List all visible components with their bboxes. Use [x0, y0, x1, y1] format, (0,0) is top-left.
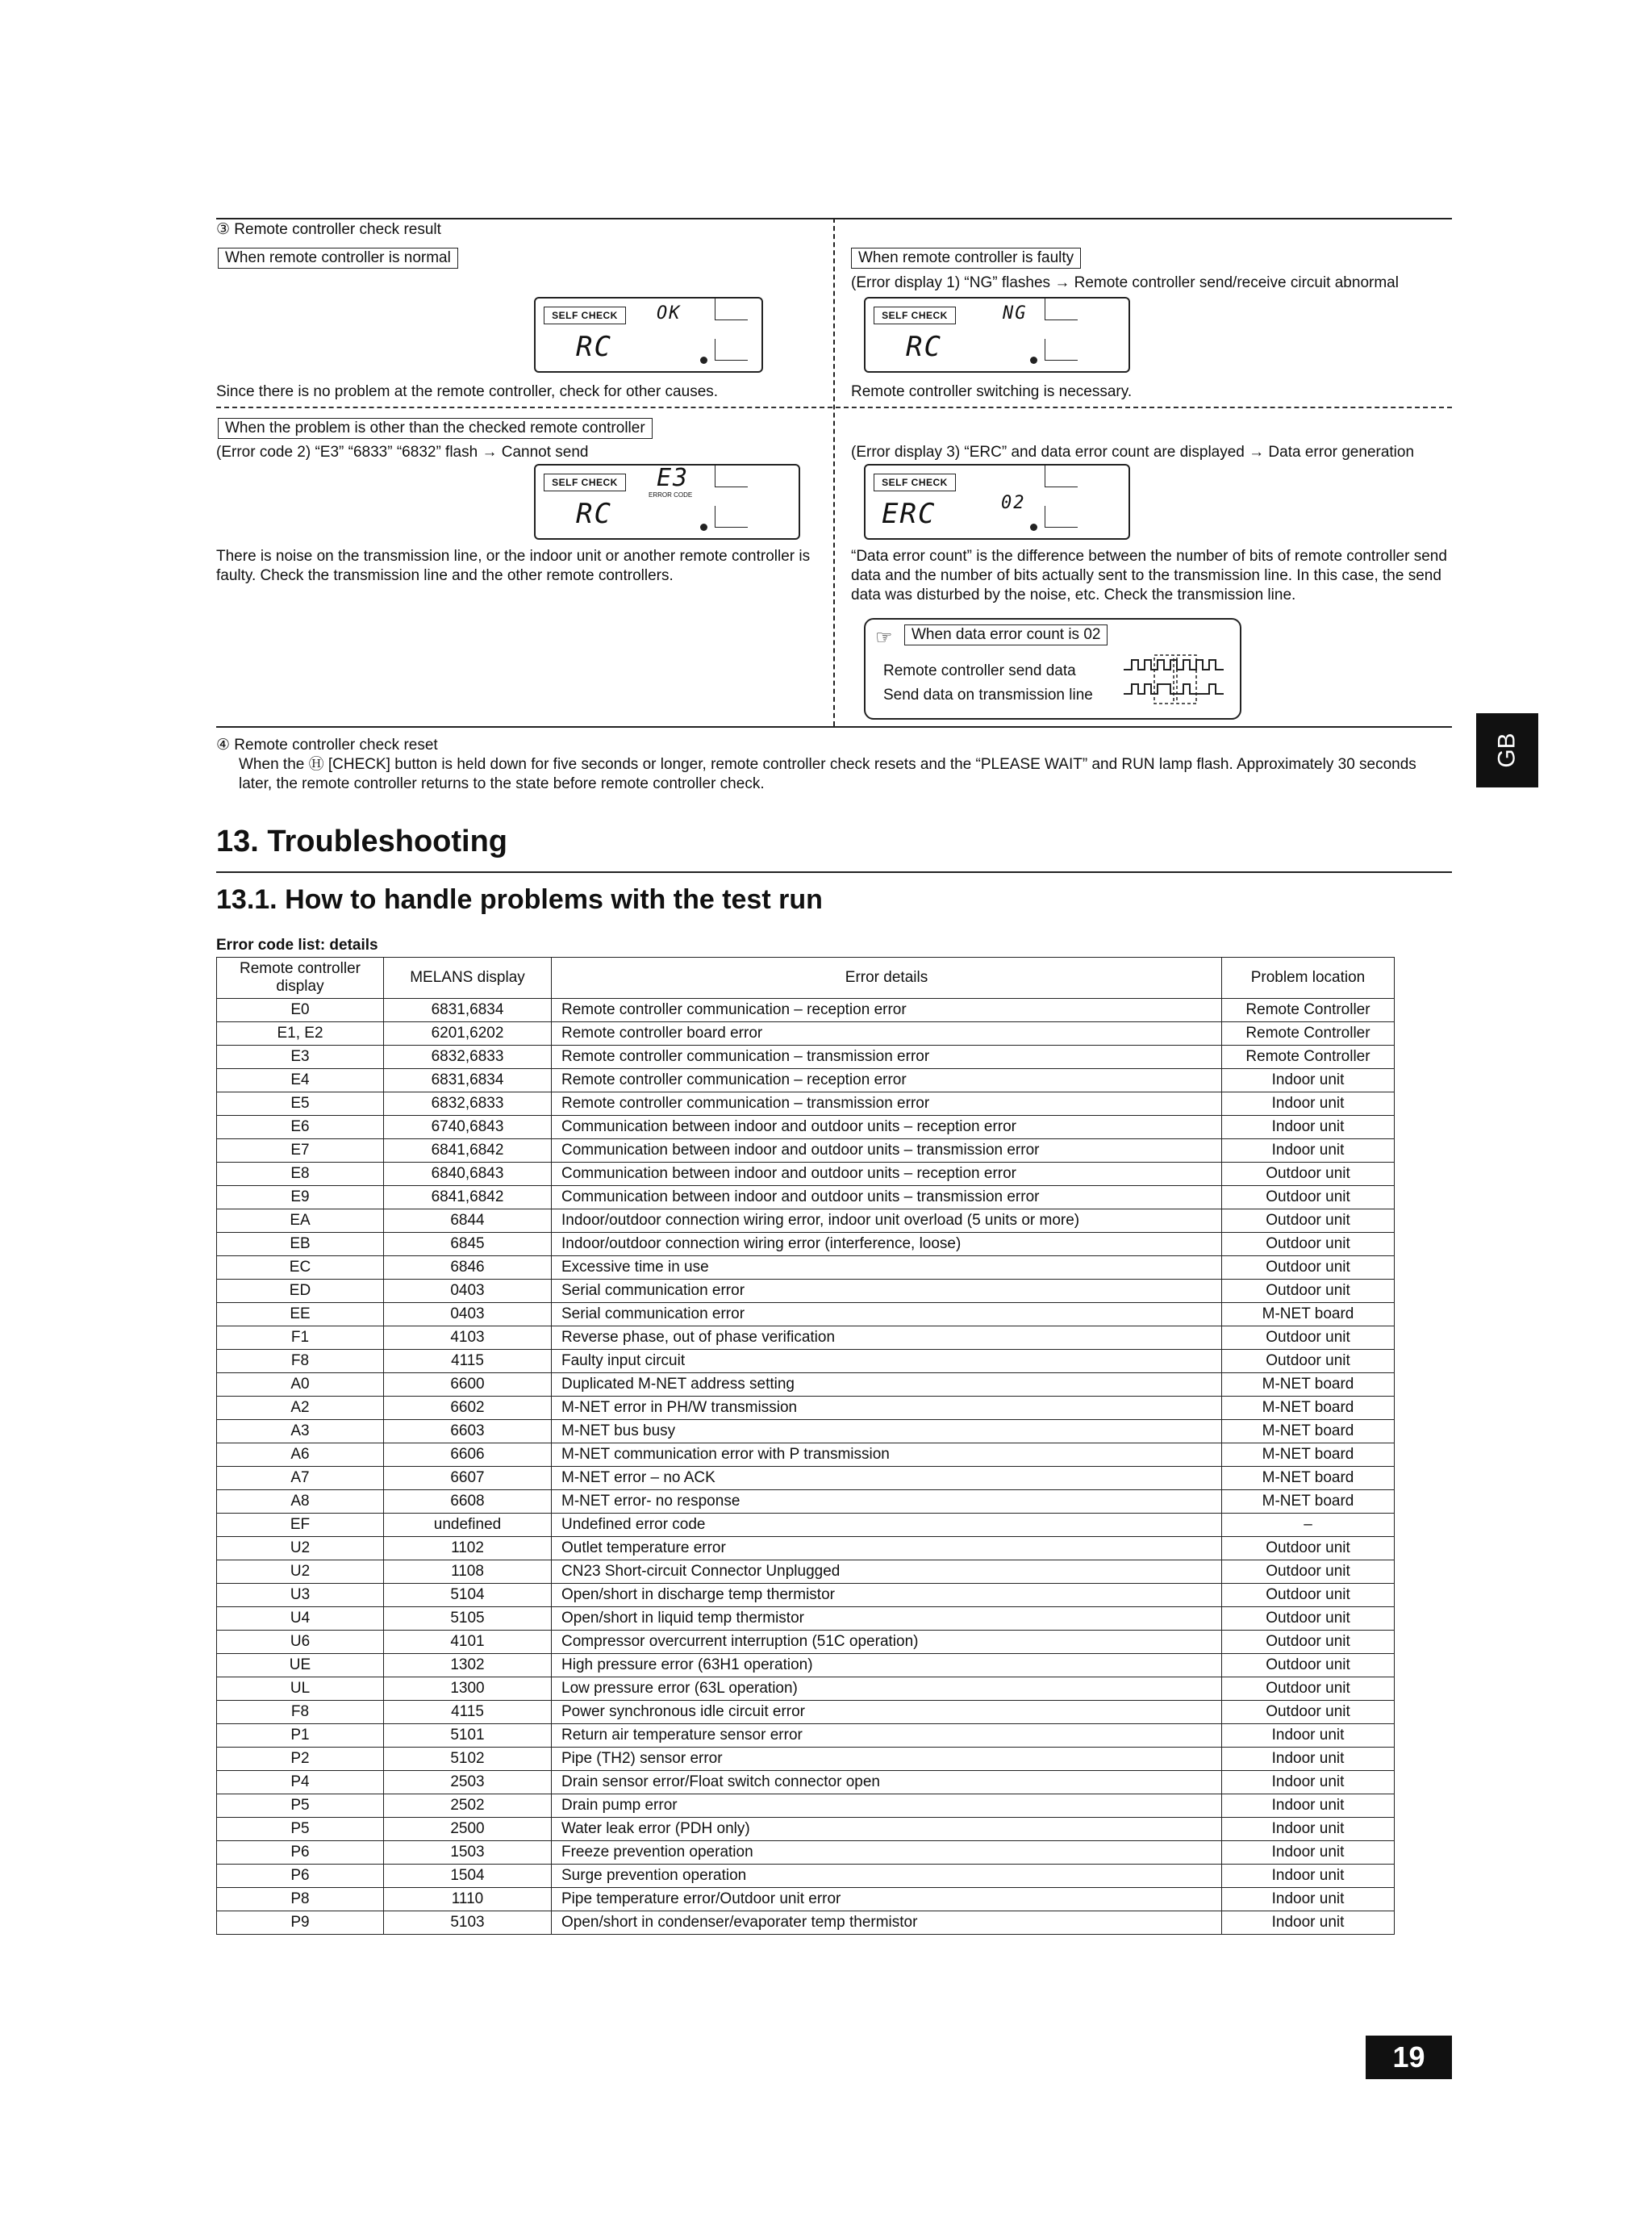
- lcd-faulty: [864, 297, 1130, 373]
- cell-remote-display: U4: [217, 1607, 384, 1631]
- cell-problem-location: Remote Controller: [1222, 1022, 1395, 1046]
- table-row: [217, 1163, 1395, 1186]
- cell-melans-display: 2500: [384, 1818, 552, 1841]
- cell-error-details: Serial communication error: [552, 1303, 1222, 1326]
- cell-error-details: Reverse phase, out of phase verification: [552, 1326, 1222, 1350]
- cell-error-details: Communication between indoor and outdoor units – reception error: [552, 1163, 1222, 1186]
- cell-remote-display: F8: [217, 1701, 384, 1724]
- data-error-example: [864, 618, 1241, 720]
- header-error-details: Error details: [552, 958, 1222, 999]
- cell-error-details: Pipe (TH2) sensor error: [552, 1748, 1222, 1771]
- cell-error-details: Drain sensor error/Float switch connector open: [552, 1771, 1222, 1794]
- table-row: [217, 1537, 1395, 1560]
- cell-remote-display: EA: [217, 1209, 384, 1233]
- cell-problem-location: Outdoor unit: [1222, 1537, 1395, 1560]
- header-remote-display: Remote controller display: [217, 958, 384, 999]
- cell-error-details: M-NET communication error with P transmission: [552, 1443, 1222, 1467]
- cell-problem-location: M-NET board: [1222, 1397, 1395, 1420]
- faulty-note: Remote controller switching is necessary.: [851, 383, 1133, 400]
- cell-problem-location: Outdoor unit: [1222, 1560, 1395, 1584]
- cell-melans-display: 6841,6842: [384, 1139, 552, 1163]
- cell-remote-display: E4: [217, 1069, 384, 1092]
- table-row: [217, 1654, 1395, 1677]
- cell-problem-location: Indoor unit: [1222, 1888, 1395, 1911]
- cell-problem-location: Indoor unit: [1222, 1724, 1395, 1748]
- cell-melans-display: 6841,6842: [384, 1186, 552, 1209]
- cell-remote-display: F8: [217, 1350, 384, 1373]
- cell-problem-location: Outdoor unit: [1222, 1163, 1395, 1186]
- table-row: [217, 1186, 1395, 1209]
- cell-error-details: Communication between indoor and outdoor units – reception error: [552, 1116, 1222, 1139]
- cell-error-details: Surge prevention operation: [552, 1865, 1222, 1888]
- cell-melans-display: 6832,6833: [384, 1046, 552, 1069]
- cell-melans-display: 6846: [384, 1256, 552, 1280]
- cell-remote-display: E1, E2: [217, 1022, 384, 1046]
- error-code-2: (Error code 2) “E3” “6833” “6832” flash → Cannot send: [216, 444, 589, 461]
- cell-error-details: Power synchronous idle circuit error: [552, 1701, 1222, 1724]
- cell-error-details: Open/short in discharge temp thermistor: [552, 1584, 1222, 1607]
- cell-remote-display: A3: [217, 1420, 384, 1443]
- cell-problem-location: Indoor unit: [1222, 1069, 1395, 1092]
- cell-problem-location: M-NET board: [1222, 1303, 1395, 1326]
- table-row: [217, 999, 1395, 1022]
- table-row: [217, 1888, 1395, 1911]
- cell-error-details: Compressor overcurrent interruption (51C operation): [552, 1631, 1222, 1654]
- section-rule: [216, 871, 1452, 873]
- cell-error-details: Pipe temperature error/Outdoor unit error: [552, 1888, 1222, 1911]
- lcd-dot: [700, 357, 707, 364]
- table-row: [217, 1069, 1395, 1092]
- table-row: [217, 1397, 1395, 1420]
- cell-error-details: Remote controller communication – reception error: [552, 999, 1222, 1022]
- cell-melans-display: 1300: [384, 1677, 552, 1701]
- cell-problem-location: Outdoor unit: [1222, 1186, 1395, 1209]
- cell-problem-location: –: [1222, 1514, 1395, 1537]
- cell-remote-display: E9: [217, 1186, 384, 1209]
- error-display-3: (Error display 3) “ERC” and data error count are displayed → Data error generation: [851, 444, 1415, 461]
- table-row: [217, 1865, 1395, 1888]
- table-row: [217, 1046, 1395, 1069]
- table-row: [217, 1607, 1395, 1631]
- cell-remote-display: P1: [217, 1724, 384, 1748]
- cell-remote-display: P6: [217, 1865, 384, 1888]
- lcd-erc: [864, 464, 1130, 540]
- cell-melans-display: 6845: [384, 1233, 552, 1256]
- cell-problem-location: M-NET board: [1222, 1443, 1395, 1467]
- cell-problem-location: Outdoor unit: [1222, 1631, 1395, 1654]
- table-row: [217, 1209, 1395, 1233]
- table-row: [217, 1139, 1395, 1163]
- cell-problem-location: Outdoor unit: [1222, 1280, 1395, 1303]
- cell-problem-location: Remote Controller: [1222, 1046, 1395, 1069]
- cell-remote-display: E3: [217, 1046, 384, 1069]
- cell-problem-location: Outdoor unit: [1222, 1256, 1395, 1280]
- example-label: When data error count is 02: [904, 624, 1108, 645]
- cell-remote-display: EB: [217, 1233, 384, 1256]
- lcd-rc-text: RC: [576, 331, 612, 363]
- normal-label: When remote controller is normal: [218, 248, 458, 269]
- pulse-waveform-diagram: [1124, 652, 1229, 708]
- cell-error-details: Remote controller board error: [552, 1022, 1222, 1046]
- cell-melans-display: undefined: [384, 1514, 552, 1537]
- cell-melans-display: 6608: [384, 1490, 552, 1514]
- cell-error-details: Drain pump error: [552, 1794, 1222, 1818]
- cell-problem-location: M-NET board: [1222, 1373, 1395, 1397]
- faulty-label: When remote controller is faulty: [851, 248, 1081, 269]
- table-row: [217, 1326, 1395, 1350]
- cell-remote-display: EC: [217, 1256, 384, 1280]
- cell-problem-location: Outdoor unit: [1222, 1326, 1395, 1350]
- table-row: [217, 1256, 1395, 1280]
- cell-remote-display: ED: [217, 1280, 384, 1303]
- cell-melans-display: 1110: [384, 1888, 552, 1911]
- cell-problem-location: Outdoor unit: [1222, 1607, 1395, 1631]
- cell-error-details: Return air temperature sensor error: [552, 1724, 1222, 1748]
- table-row: [217, 1818, 1395, 1841]
- lcd-rc-text: RC: [906, 331, 942, 363]
- lcd-dot: [1030, 524, 1037, 531]
- cell-error-details: Open/short in liquid temp thermistor: [552, 1607, 1222, 1631]
- cell-melans-display: 6603: [384, 1420, 552, 1443]
- send-data-label: Remote controller send data: [883, 662, 1076, 679]
- cell-remote-display: P4: [217, 1771, 384, 1794]
- cell-remote-display: A8: [217, 1490, 384, 1514]
- table-row: [217, 1092, 1395, 1116]
- cell-melans-display: 1503: [384, 1841, 552, 1865]
- cell-problem-location: Outdoor unit: [1222, 1654, 1395, 1677]
- bottom-rule: [216, 726, 1452, 728]
- lcd-side-segment: [715, 466, 748, 487]
- lcd-e3: [534, 464, 800, 540]
- cell-melans-display: 2503: [384, 1771, 552, 1794]
- cell-remote-display: A0: [217, 1373, 384, 1397]
- self-check-badge: SELF CHECK: [874, 474, 956, 491]
- cell-problem-location: Outdoor unit: [1222, 1209, 1395, 1233]
- lcd-count-text: 02: [1001, 493, 1026, 513]
- table-row: [217, 1443, 1395, 1467]
- cell-problem-location: Outdoor unit: [1222, 1677, 1395, 1701]
- table-row: [217, 1677, 1395, 1701]
- lcd-side-segment: [1045, 466, 1078, 487]
- cell-error-details: M-NET bus busy: [552, 1420, 1222, 1443]
- cell-error-details: CN23 Short-circuit Connector Unplugged: [552, 1560, 1222, 1584]
- cell-melans-display: 4115: [384, 1701, 552, 1724]
- lcd-dot: [700, 524, 707, 531]
- cell-melans-display: 6844: [384, 1209, 552, 1233]
- cell-remote-display: P8: [217, 1888, 384, 1911]
- lcd-e3-text: E3: [657, 464, 690, 492]
- data-error-note: “Data error count” is the difference between the number of bits of remote controller send data and the number of bits actually sent to the transmission line. In this case, the send data was disturbed by the noise, etc. Check the transmission line.: [851, 548, 1447, 603]
- other-note: There is noise on the transmission line, or the indoor unit or another remote controller is faulty. Check the transmission line and the other remote controllers.: [216, 548, 811, 584]
- cell-error-details: Low pressure error (63L operation): [552, 1677, 1222, 1701]
- table-row: [217, 1724, 1395, 1748]
- cell-remote-display: UE: [217, 1654, 384, 1677]
- cell-melans-display: 0403: [384, 1303, 552, 1326]
- cell-remote-display: U2: [217, 1560, 384, 1584]
- cell-remote-display: U2: [217, 1537, 384, 1560]
- language-tab-label: GB: [1493, 733, 1521, 768]
- cell-problem-location: M-NET board: [1222, 1420, 1395, 1443]
- table-row: [217, 1514, 1395, 1537]
- cell-melans-display: 6832,6833: [384, 1092, 552, 1116]
- cell-melans-display: 6606: [384, 1443, 552, 1467]
- column-divider: [833, 218, 835, 726]
- table-row: [217, 1420, 1395, 1443]
- cell-melans-display: 2502: [384, 1794, 552, 1818]
- lcd-side-segment: [1045, 506, 1078, 528]
- cell-remote-display: U3: [217, 1584, 384, 1607]
- table-row: [217, 1233, 1395, 1256]
- cell-melans-display: 6600: [384, 1373, 552, 1397]
- cell-remote-display: A2: [217, 1397, 384, 1420]
- cell-error-details: M-NET error – no ACK: [552, 1467, 1222, 1490]
- cell-melans-display: 4101: [384, 1631, 552, 1654]
- cell-remote-display: U6: [217, 1631, 384, 1654]
- cell-problem-location: M-NET board: [1222, 1467, 1395, 1490]
- error-code-table: [216, 957, 1395, 1935]
- header-melans-display: MELANS display: [384, 958, 552, 999]
- table-row: [217, 1771, 1395, 1794]
- check-result-heading: ③ Remote controller check result: [216, 221, 441, 238]
- cell-remote-display: A7: [217, 1467, 384, 1490]
- cell-error-details: Open/short in condenser/evaporater temp thermistor: [552, 1911, 1222, 1935]
- table-row: [217, 1748, 1395, 1771]
- cell-problem-location: Indoor unit: [1222, 1865, 1395, 1888]
- cell-melans-display: 6740,6843: [384, 1116, 552, 1139]
- cell-melans-display: 6602: [384, 1397, 552, 1420]
- cell-problem-location: Indoor unit: [1222, 1748, 1395, 1771]
- line-data-label: Send data on transmission line: [883, 687, 1093, 704]
- cell-error-details: Communication between indoor and outdoor units – transmission error: [552, 1186, 1222, 1209]
- table-row: [217, 1303, 1395, 1326]
- lcd-rc-text: RC: [576, 498, 612, 530]
- table-header-row: [217, 958, 1395, 999]
- middle-dashed-rule: [216, 407, 1452, 408]
- lcd-normal: [534, 297, 763, 373]
- table-row: [217, 1350, 1395, 1373]
- lcd-dot: [1030, 357, 1037, 364]
- cell-problem-location: Indoor unit: [1222, 1818, 1395, 1841]
- hand-pointer-icon: ☞: [875, 627, 893, 649]
- cell-error-details: Indoor/outdoor connection wiring error, indoor unit overload (5 units or more): [552, 1209, 1222, 1233]
- table-row: [217, 1631, 1395, 1654]
- cell-melans-display: 5101: [384, 1724, 552, 1748]
- cell-melans-display: 5102: [384, 1748, 552, 1771]
- cell-problem-location: Indoor unit: [1222, 1771, 1395, 1794]
- cell-problem-location: M-NET board: [1222, 1490, 1395, 1514]
- cell-error-details: Freeze prevention operation: [552, 1841, 1222, 1865]
- subsection-title: 13.1. How to handle problems with the test run: [216, 884, 823, 915]
- cell-problem-location: Outdoor unit: [1222, 1350, 1395, 1373]
- table-row: [217, 1560, 1395, 1584]
- cell-remote-display: E6: [217, 1116, 384, 1139]
- table-row: [217, 1116, 1395, 1139]
- cell-problem-location: Indoor unit: [1222, 1911, 1395, 1935]
- cell-melans-display: 4115: [384, 1350, 552, 1373]
- cell-remote-display: E5: [217, 1092, 384, 1116]
- cell-melans-display: 0403: [384, 1280, 552, 1303]
- lcd-side-segment: [715, 506, 748, 528]
- table-row: [217, 1373, 1395, 1397]
- cell-remote-display: EE: [217, 1303, 384, 1326]
- self-check-badge: SELF CHECK: [874, 307, 956, 324]
- lcd-side-segment: [1045, 339, 1078, 361]
- cell-melans-display: 5104: [384, 1584, 552, 1607]
- lcd-ng-text: NG: [1003, 303, 1028, 324]
- cell-melans-display: 5103: [384, 1911, 552, 1935]
- cell-remote-display: E8: [217, 1163, 384, 1186]
- reset-text: When the Ⓗ [CHECK] button is held down for five seconds or longer, remote controller check resets and the “PLEASE WAIT” and RUN lamp flash. Approximately 30 seconds later, the remote controller returns to the state before remote controller check.: [239, 756, 1416, 792]
- cell-remote-display: UL: [217, 1677, 384, 1701]
- table-row: [217, 1280, 1395, 1303]
- table-row: [217, 1911, 1395, 1935]
- cell-remote-display: A6: [217, 1443, 384, 1467]
- cell-problem-location: Remote Controller: [1222, 999, 1395, 1022]
- lcd-side-segment: [715, 299, 748, 320]
- cell-melans-display: 6607: [384, 1467, 552, 1490]
- cell-error-details: Remote controller communication – transmission error: [552, 1046, 1222, 1069]
- table-row: [217, 1584, 1395, 1607]
- cell-error-details: High pressure error (63H1 operation): [552, 1654, 1222, 1677]
- cell-remote-display: E7: [217, 1139, 384, 1163]
- cell-problem-location: Indoor unit: [1222, 1092, 1395, 1116]
- cell-melans-display: 1108: [384, 1560, 552, 1584]
- table-row: [217, 1467, 1395, 1490]
- page-number: 19: [1366, 2036, 1452, 2079]
- cell-problem-location: Indoor unit: [1222, 1841, 1395, 1865]
- cell-error-details: Indoor/outdoor connection wiring error (interference, loose): [552, 1233, 1222, 1256]
- cell-remote-display: F1: [217, 1326, 384, 1350]
- table-row: [217, 1794, 1395, 1818]
- self-check-badge: SELF CHECK: [544, 474, 626, 491]
- cell-problem-location: Indoor unit: [1222, 1794, 1395, 1818]
- header-problem-location: Problem location: [1222, 958, 1395, 999]
- error-display-1: (Error display 1) “NG” flashes → Remote controller send/receive circuit abnormal: [851, 274, 1399, 291]
- cell-remote-display: E0: [217, 999, 384, 1022]
- cell-error-details: Faulty input circuit: [552, 1350, 1222, 1373]
- cell-error-details: Remote controller communication – reception error: [552, 1069, 1222, 1092]
- table-caption: Error code list: details: [216, 937, 378, 954]
- cell-problem-location: Outdoor unit: [1222, 1701, 1395, 1724]
- self-check-badge: SELF CHECK: [544, 307, 626, 324]
- cell-error-details: M-NET error- no response: [552, 1490, 1222, 1514]
- cell-melans-display: 6831,6834: [384, 999, 552, 1022]
- other-label: When the problem is other than the checked remote controller: [218, 418, 653, 439]
- cell-melans-display: 6840,6843: [384, 1163, 552, 1186]
- cell-error-details: Serial communication error: [552, 1280, 1222, 1303]
- cell-melans-display: 5105: [384, 1607, 552, 1631]
- cell-error-details: Excessive time in use: [552, 1256, 1222, 1280]
- normal-note: Since there is no problem at the remote controller, check for other causes.: [216, 383, 719, 400]
- cell-remote-display: P9: [217, 1911, 384, 1935]
- cell-error-details: M-NET error in PH/W transmission: [552, 1397, 1222, 1420]
- section-title: 13. Troubleshooting: [216, 825, 508, 858]
- cell-error-details: Undefined error code: [552, 1514, 1222, 1537]
- cell-remote-display: P5: [217, 1818, 384, 1841]
- lcd-erc-text: ERC: [882, 498, 937, 530]
- lcd-ok-text: OK: [657, 303, 682, 324]
- lcd-side-segment: [1045, 299, 1078, 320]
- cell-melans-display: 1302: [384, 1654, 552, 1677]
- cell-problem-location: Indoor unit: [1222, 1116, 1395, 1139]
- cell-error-details: Duplicated M-NET address setting: [552, 1373, 1222, 1397]
- cell-error-details: Remote controller communication – transmission error: [552, 1092, 1222, 1116]
- cell-remote-display: P5: [217, 1794, 384, 1818]
- cell-problem-location: Indoor unit: [1222, 1139, 1395, 1163]
- language-tab: [1476, 713, 1538, 787]
- cell-remote-display: P2: [217, 1748, 384, 1771]
- cell-remote-display: EF: [217, 1514, 384, 1537]
- cell-melans-display: 1504: [384, 1865, 552, 1888]
- table-row: [217, 1841, 1395, 1865]
- reset-heading: ④ Remote controller check reset: [216, 737, 438, 754]
- cell-error-details: Water leak error (PDH only): [552, 1818, 1222, 1841]
- lcd-side-segment: [715, 339, 748, 361]
- table-row: [217, 1022, 1395, 1046]
- cell-melans-display: 4103: [384, 1326, 552, 1350]
- cell-melans-display: 6201,6202: [384, 1022, 552, 1046]
- cell-melans-display: 1102: [384, 1537, 552, 1560]
- cell-melans-display: 6831,6834: [384, 1069, 552, 1092]
- cell-error-details: Communication between indoor and outdoor units – transmission error: [552, 1139, 1222, 1163]
- table-row: [217, 1701, 1395, 1724]
- cell-problem-location: Outdoor unit: [1222, 1584, 1395, 1607]
- error-code-small-label: ERROR CODE: [649, 491, 693, 499]
- table-row: [217, 1490, 1395, 1514]
- cell-error-details: Outlet temperature error: [552, 1537, 1222, 1560]
- cell-remote-display: P6: [217, 1841, 384, 1865]
- cell-problem-location: Outdoor unit: [1222, 1233, 1395, 1256]
